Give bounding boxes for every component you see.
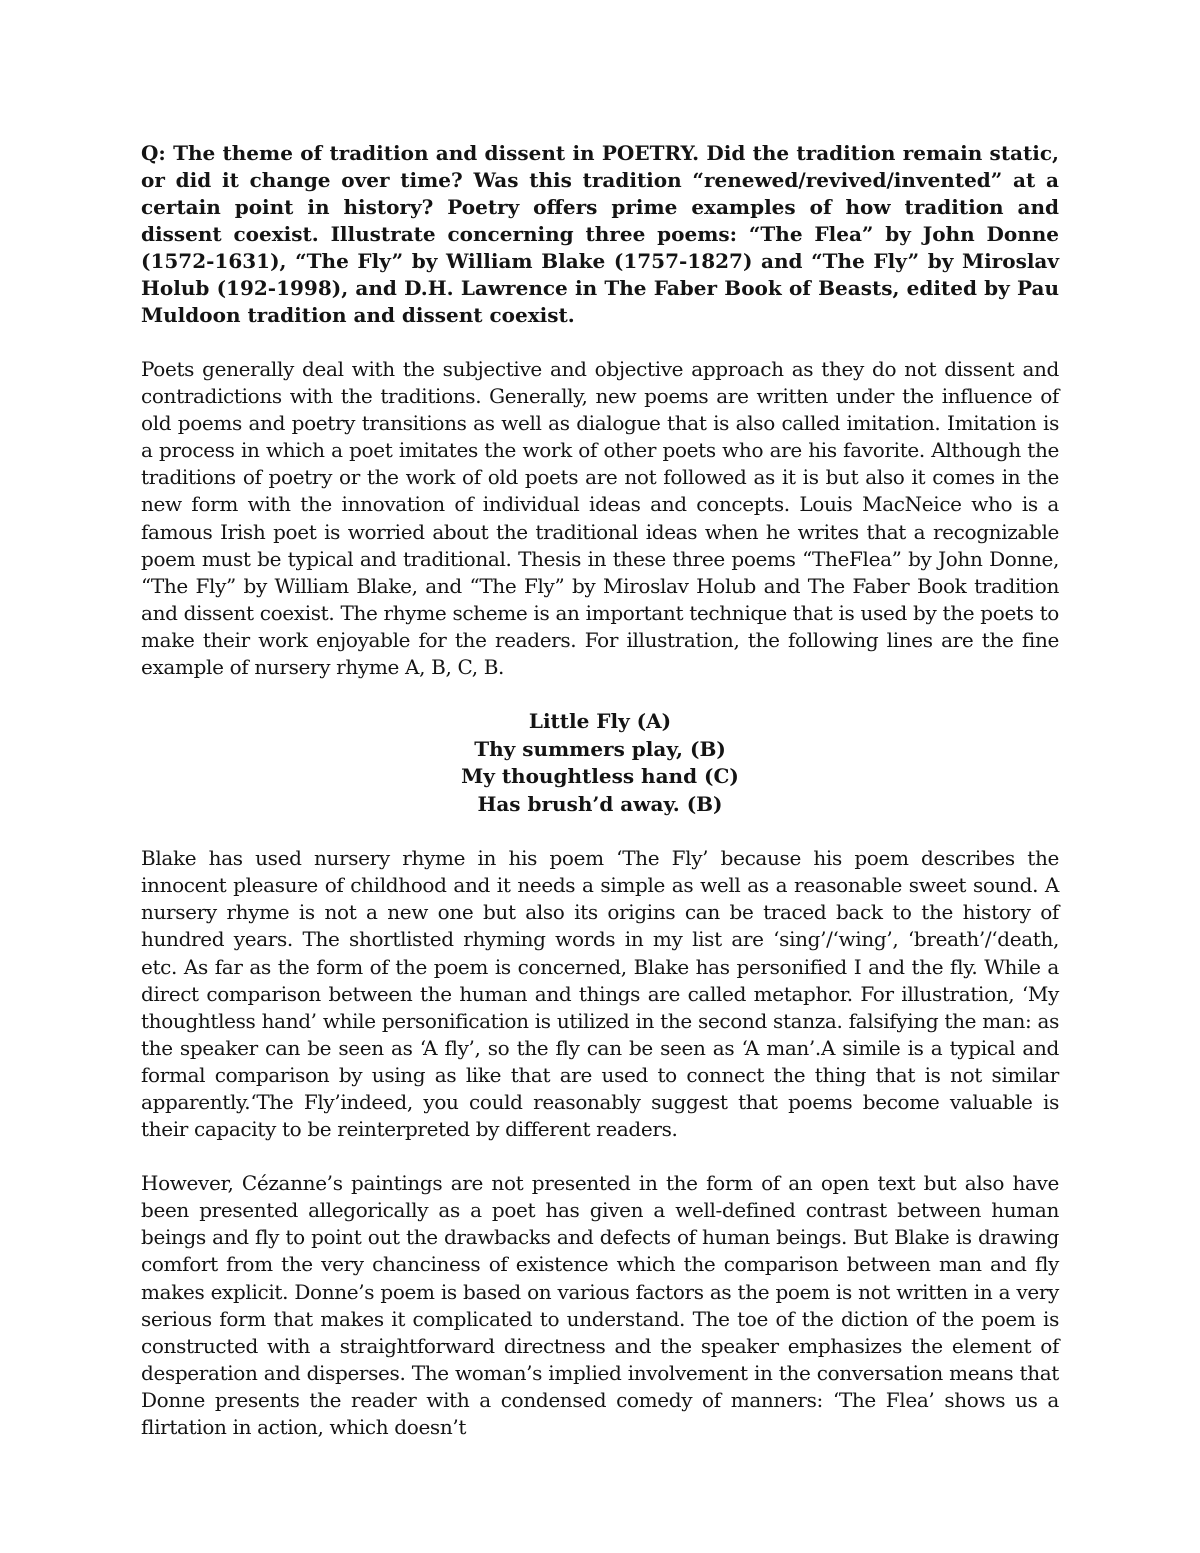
- poem-stanza: [141, 708, 1059, 818]
- question-heading: Q: The theme of tradition and dissent in POETRY. Did the tradition remain static, or did it change over time? Was this tradition “renewed/revived/invented” at a certain point in history? Poetry offers prime examples of how tradition and dissent coexist. Illustrate concerning three poems: “The Flea” by John Donne (1572-1631), “The Fly” by William Blake (1757-1827) and “The Fly” by Miroslav Holub (192-1998), and D.H. Lawrence in The Faber Book of Beasts, edited by Pau Muldoon tradition and dissent coexist.: [141, 141, 1059, 327]
- stanza-line-1: Little Fly (A): [528, 709, 672, 734]
- stanza-line-4: Has brush’d away. (B): [477, 791, 723, 816]
- stanza-line-2: Thy summers play, (B): [474, 736, 726, 761]
- body-paragraph-2: Blake has used nursery rhyme in his poem ‘The Fly’ because his poem describes the innocent pleasure of childhood and it needs a simple as well as a reasonable sweet sound. A nursery rhyme is not a new one but also its origins can be traced back to the history of hundred years. The shortlisted rhyming words in my list are ‘sing’/‘wing’, ‘breath’/‘death, etc. As far as the form of the poem is concerned, Blake has personified I and the fly. While a direct comparison between the human and things are called metaphor. For illustration, ‘My thoughtless hand’ while personification is utilized in the second stanza. falsifying the man: as the speaker can be seen as ‘A fly’, so the fly can be seen as ‘A man’.A simile is a typical and formal comparison by using as like that are used to connect the thing that is not similar apparently.‘The Fly’indeed, you could reasonably suggest that poems become valuable is their capacity to be reinterpreted by different readers.: [141, 846, 1059, 1142]
- document-page: [141, 140, 1059, 1441]
- stanza-line-3: My thoughtless hand (C): [461, 764, 739, 789]
- body-paragraph-3: However, Cézanne’s paintings are not presented in the form of an open text but also have been presented allegorically as a poet has given a well-defined contrast between human beings and fly to point out the drawbacks and defects of human beings. But Blake is drawing comfort from the very chanciness of existence which the comparison between man and fly makes explicit. Donne’s poem is based on various factors as the poem is not written in a very serious form that makes it complicated to understand. The toe of the diction of the poem is constructed with a straightforward directness and the speaker emphasizes the element of desperation and disperses. The woman’s implied involvement in the conversation means that Donne presents the reader with a condensed comedy of manners: ‘The Flea’ shows us a flirtation in action, which doesn’t: [141, 1171, 1059, 1439]
- body-paragraph-1: Poets generally deal with the subjective and objective approach as they do not dissent and contradictions with the traditions. Generally, new poems are written under the influence of old poems and poetry transitions as well as dialogue that is also called imitation. Imitation is a process in which a poet imitates the work of other poets who are his favorite. Although the traditions of poetry or the work of old poets are not followed as it is but also it comes in the new form with the innovation of individual ideas and concepts. Louis MacNeice who is a famous Irish poet is worried about the traditional ideas when he writes that a recognizable poem must be typical and traditional. Thesis in these three poems “TheFlea” by John Donne, “The Fly” by William Blake, and “The Fly” by Miroslav Holub and The Faber Book tradition and dissent coexist. The rhyme scheme is an important technique that is used by the poets to make their work enjoyable for the readers. For illustration, the following lines are the fine example of nursery rhyme A, B, C, B.: [141, 357, 1059, 680]
